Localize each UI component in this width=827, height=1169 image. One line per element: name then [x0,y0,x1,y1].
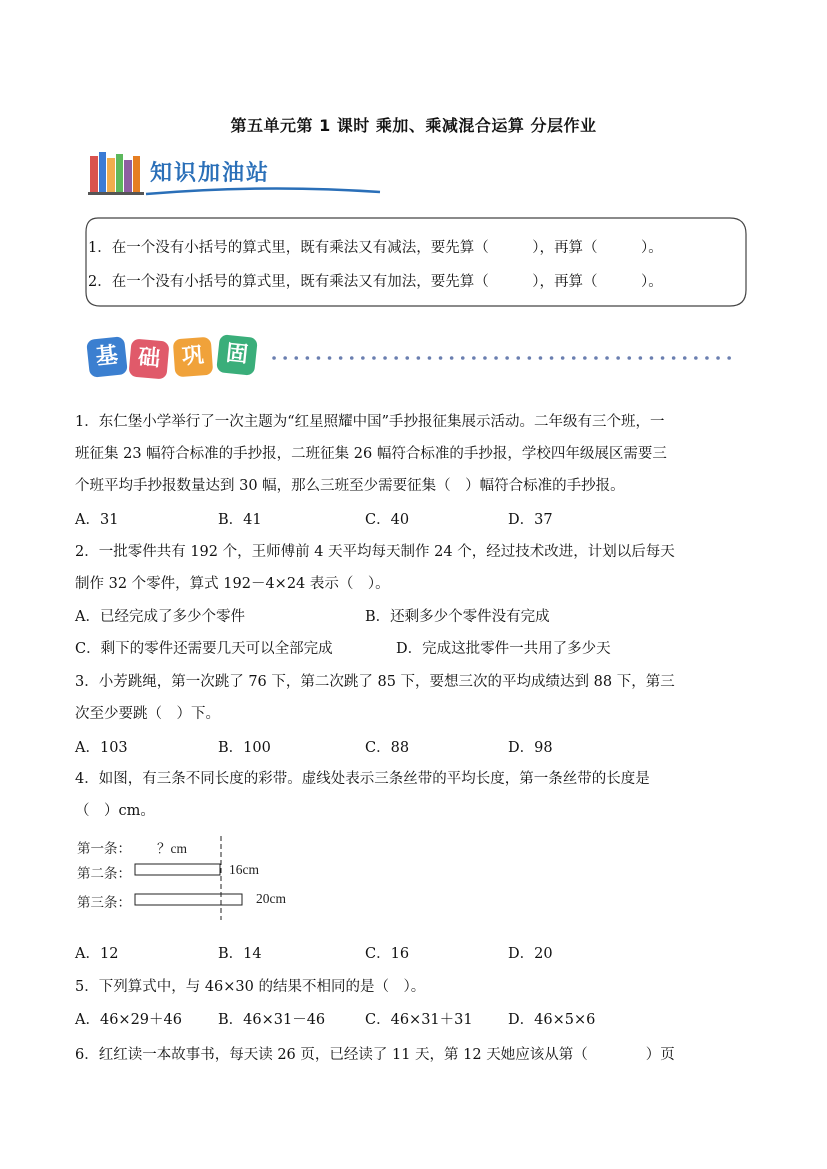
ribbon-3-value: 20cm [256,891,286,906]
tile-3: 巩 [173,337,214,378]
ribbon-1-value: ？cm [157,841,187,856]
ribbon-2-label: 第二条： [77,866,131,881]
books-icon [88,150,148,196]
q1-line-1: 1．东仁堡小学举行了一次主题为“红星照耀中国”手抄报征集展示活动。二年级有三个班，一 [75,414,665,430]
q3-option-b[interactable]: B．100 [218,740,271,756]
q2-option-b[interactable]: B．还剩多少个零件没有完成 [365,609,550,625]
banner-underline [144,186,384,198]
tile-4: 固 [216,334,258,376]
q6-line-1: 6．红红读一本故事书，每天读 26 页，已经读了 11 天，第 12 天她应该从第（ ）页 [75,1047,675,1063]
q1-line-3: 个班平均手抄报数量达到 30 幅，那么三班至少需要征集（ ）幅符合标准的手抄报。 [75,478,625,494]
q4-option-a[interactable]: A．12 [75,946,119,962]
q1-option-c[interactable]: C．40 [365,512,410,528]
q4-option-d[interactable]: D．20 [508,946,553,962]
ribbon-drawing [75,832,335,922]
q4-line-1: 4．如图，有三条不同长度的彩带。虚线处表示三条丝带的平均长度，第一条丝带的长度是 [75,771,650,787]
q2-option-c[interactable]: C．剩下的零件还需要几天可以全部完成 [75,641,333,657]
knowledge-box-border [80,212,752,312]
ribbon-3-label: 第三条： [77,895,131,910]
ribbon-figure [75,832,335,922]
q4-option-c[interactable]: C．16 [365,946,410,962]
q5-option-b[interactable]: B．46×31－46 [218,1012,326,1028]
q3-option-c[interactable]: C．88 [365,740,410,756]
q2-line-2: 制作 32 个零件，算式 192－4×24 表示（ ）。 [75,576,390,592]
q3-line-1: 3．小芳跳绳，第一次跳了 76 下，第二次跳了 85 下，要想三次的平均成绩达到 88 下，第三 [75,674,675,690]
q5-option-d[interactable]: D．46×5×6 [508,1012,596,1028]
tile-2: 础 [128,338,169,379]
ribbon-2-value: 16cm [229,862,259,877]
q1-option-d[interactable]: D．37 [508,512,553,528]
q2-option-a[interactable]: A．已经完成了多少个零件 [75,609,245,625]
q3-line-2: 次至少要跳（ ）下。 [75,706,220,722]
ribbon-1-label: 第一条： [77,841,131,856]
q3-option-d[interactable]: D．98 [508,740,553,756]
q4-option-b[interactable]: B．14 [218,946,262,962]
ribbon-2-bar [135,864,220,875]
q2-option-d[interactable]: D．完成这批零件一共用了多少天 [396,641,611,657]
q1-option-a[interactable]: A．31 [75,512,119,528]
ribbon-3-bar [135,894,242,905]
knowledge-item-1: 1．在一个没有小括号的算式里，既有乘法又有减法，要先算（ ），再算（ ）。 [88,240,663,256]
q1-option-b[interactable]: B．41 [218,512,262,528]
q2-line-1: 2．一批零件共有 192 个，王师傅前 4 天平均每天制作 24 个，经过技术改进，计划以后每天 [75,544,675,560]
q3-option-a[interactable]: A．103 [75,740,128,756]
knowledge-item-2: 2．在一个没有小括号的算式里，既有乘法又有加法，要先算（ ），再算（ ）。 [88,274,663,290]
q1-line-2: 班征集 23 幅符合标准的手抄报，二班征集 26 幅符合标准的手抄报，学校四年级展区需要三 [75,446,667,462]
q5-line-1: 5．下列算式中，与 46×30 的结果不相同的是（ ）。 [75,979,426,995]
knowledge-banner [88,150,318,198]
knowledge-banner-text: 知识加油站 [150,161,271,186]
q5-option-a[interactable]: A．46×29＋46 [75,1012,182,1028]
q4-line-2: （ ）cm。 [75,803,155,819]
page-title: 第五单元第 1 课时 乘加、乘减混合运算 分层作业 [230,116,597,135]
basics-banner [88,334,268,382]
q5-option-c[interactable]: C．46×31＋31 [365,1012,473,1028]
tile-1: 基 [86,336,128,378]
dotted-divider [272,354,742,362]
